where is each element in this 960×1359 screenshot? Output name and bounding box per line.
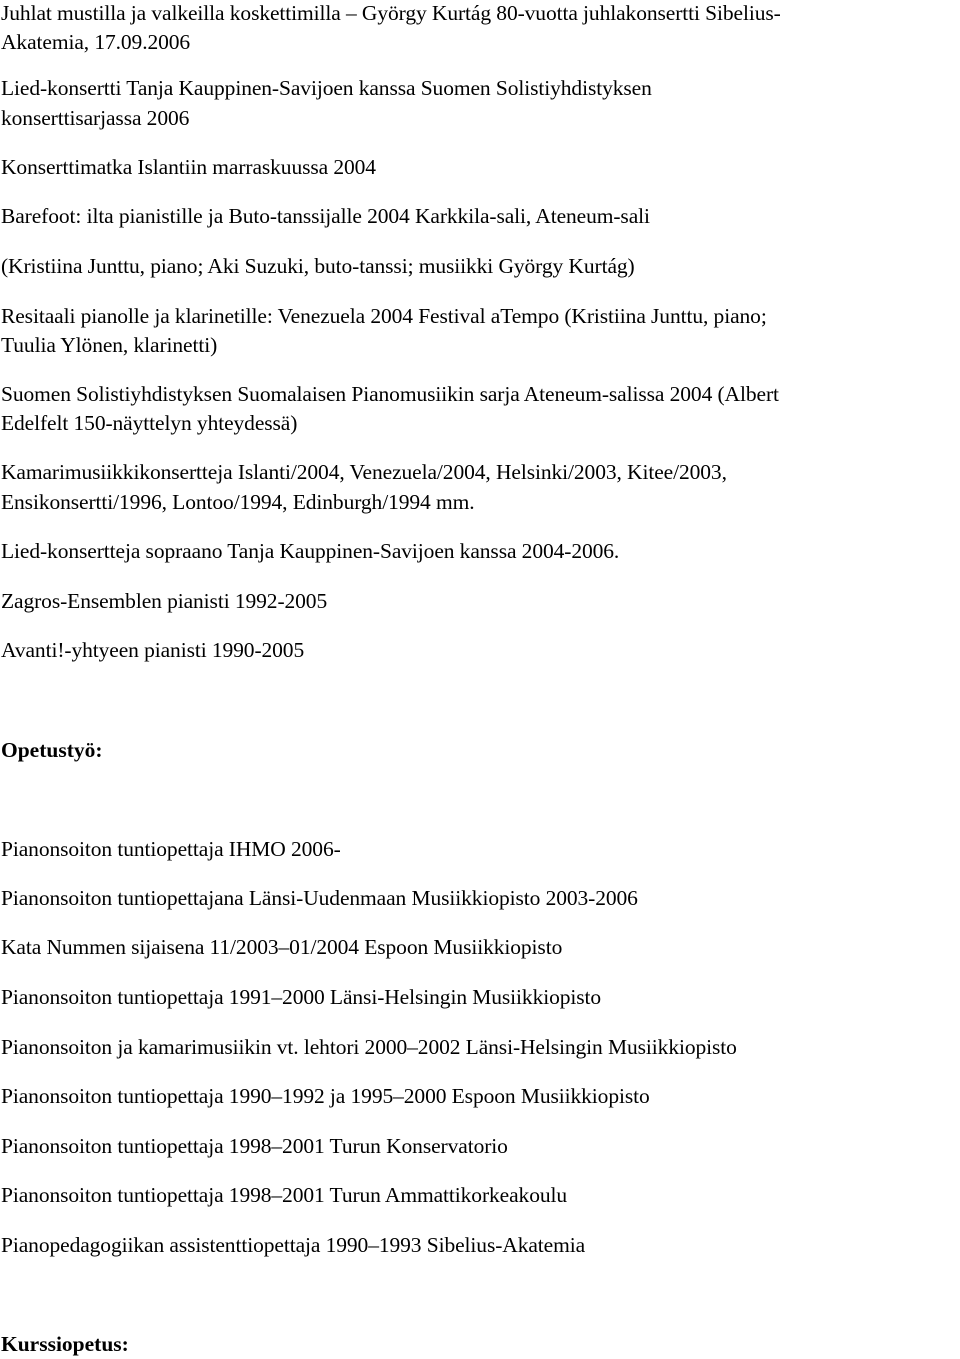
performance-item-3: Konserttimatka Islantiin marraskuussa 2004 xyxy=(1,155,376,179)
performance-item-10: Zagros-Ensemblen pianisti 1992-2005 xyxy=(1,589,328,613)
performance-item-11: Avanti!-yhtyeen pianisti 1990-2005 xyxy=(1,638,305,662)
performance-item-6-line-1: Resitaali pianolle ja klarinetille: Venezuela 2004 Festival aTempo (Kristiina Junttu, piano; xyxy=(1,304,767,328)
teaching-item-9: Pianopedagogiikan assistenttiopettaja 1990–1993 Sibelius-Akatemia xyxy=(1,1233,586,1257)
performance-item-1-line-1: Juhlat mustilla ja valkeilla koskettimilla – György Kurtág 80-vuotta juhlakonsertti Sibelius- xyxy=(1,1,781,25)
performance-item-8-line-1: Kamarimusiikkikonsertteja Islanti/2004, Venezuela/2004, Helsinki/2003, Kitee/2003, xyxy=(1,460,727,484)
teaching-heading: Opetustyö: xyxy=(1,738,103,762)
teaching-item-8: Pianonsoiton tuntiopettaja 1998–2001 Turun Ammattikorkeakoulu xyxy=(1,1183,568,1207)
teaching-item-2: Pianonsoiton tuntiopettajana Länsi-Uudenmaan Musiikkiopisto 2003-2006 xyxy=(1,886,638,910)
performance-item-9: Lied-konsertteja sopraano Tanja Kauppinen-Savijoen kanssa 2004-2006. xyxy=(1,539,620,563)
teaching-item-7: Pianonsoiton tuntiopettaja 1998–2001 Turun Konservatorio xyxy=(1,1134,508,1158)
teaching-item-5: Pianonsoiton ja kamarimusiikin vt. lehtori 2000–2002 Länsi-Helsingin Musiikkiopisto xyxy=(1,1035,737,1059)
performance-item-4: Barefoot: ilta pianistille ja Buto-tanssijalle 2004 Karkkila-sali, Ateneum-sali xyxy=(1,204,650,228)
performance-item-5: (Kristiina Junttu, piano; Aki Suzuki, buto-tanssi; musiikki György Kurtág) xyxy=(1,254,635,278)
performance-item-6-line-2: Tuulia Ylönen, klarinetti) xyxy=(1,333,218,357)
performance-item-2-line-2: konserttisarjassa 2006 xyxy=(1,106,190,130)
teaching-item-1: Pianonsoiton tuntiopettaja IHMO 2006- xyxy=(1,837,341,861)
teaching-item-6: Pianonsoiton tuntiopettaja 1990–1992 ja 1995–2000 Espoon Musiikkiopisto xyxy=(1,1084,650,1108)
courses-heading: Kurssiopetus: xyxy=(1,1332,129,1356)
performance-item-7-line-2: Edelfelt 150-näyttelyn yhteydessä) xyxy=(1,411,298,435)
teaching-item-3: Kata Nummen sijaisena 11/2003–01/2004 Espoon Musiikkiopisto xyxy=(1,935,563,959)
performance-item-1-line-2: Akatemia, 17.09.2006 xyxy=(1,30,191,54)
teaching-item-4: Pianonsoiton tuntiopettaja 1991–2000 Länsi-Helsingin Musiikkiopisto xyxy=(1,985,602,1009)
performance-item-7-line-1: Suomen Solistiyhdistyksen Suomalaisen Pianomusiikin sarja Ateneum-salissa 2004 (Albert xyxy=(1,382,779,406)
performance-item-2-line-1: Lied-konsertti Tanja Kauppinen-Savijoen kanssa Suomen Solistiyhdistyksen xyxy=(1,76,652,100)
performance-item-8-line-2: Ensikonsertti/1996, Lontoo/1994, Edinburgh/1994 mm. xyxy=(1,490,475,514)
